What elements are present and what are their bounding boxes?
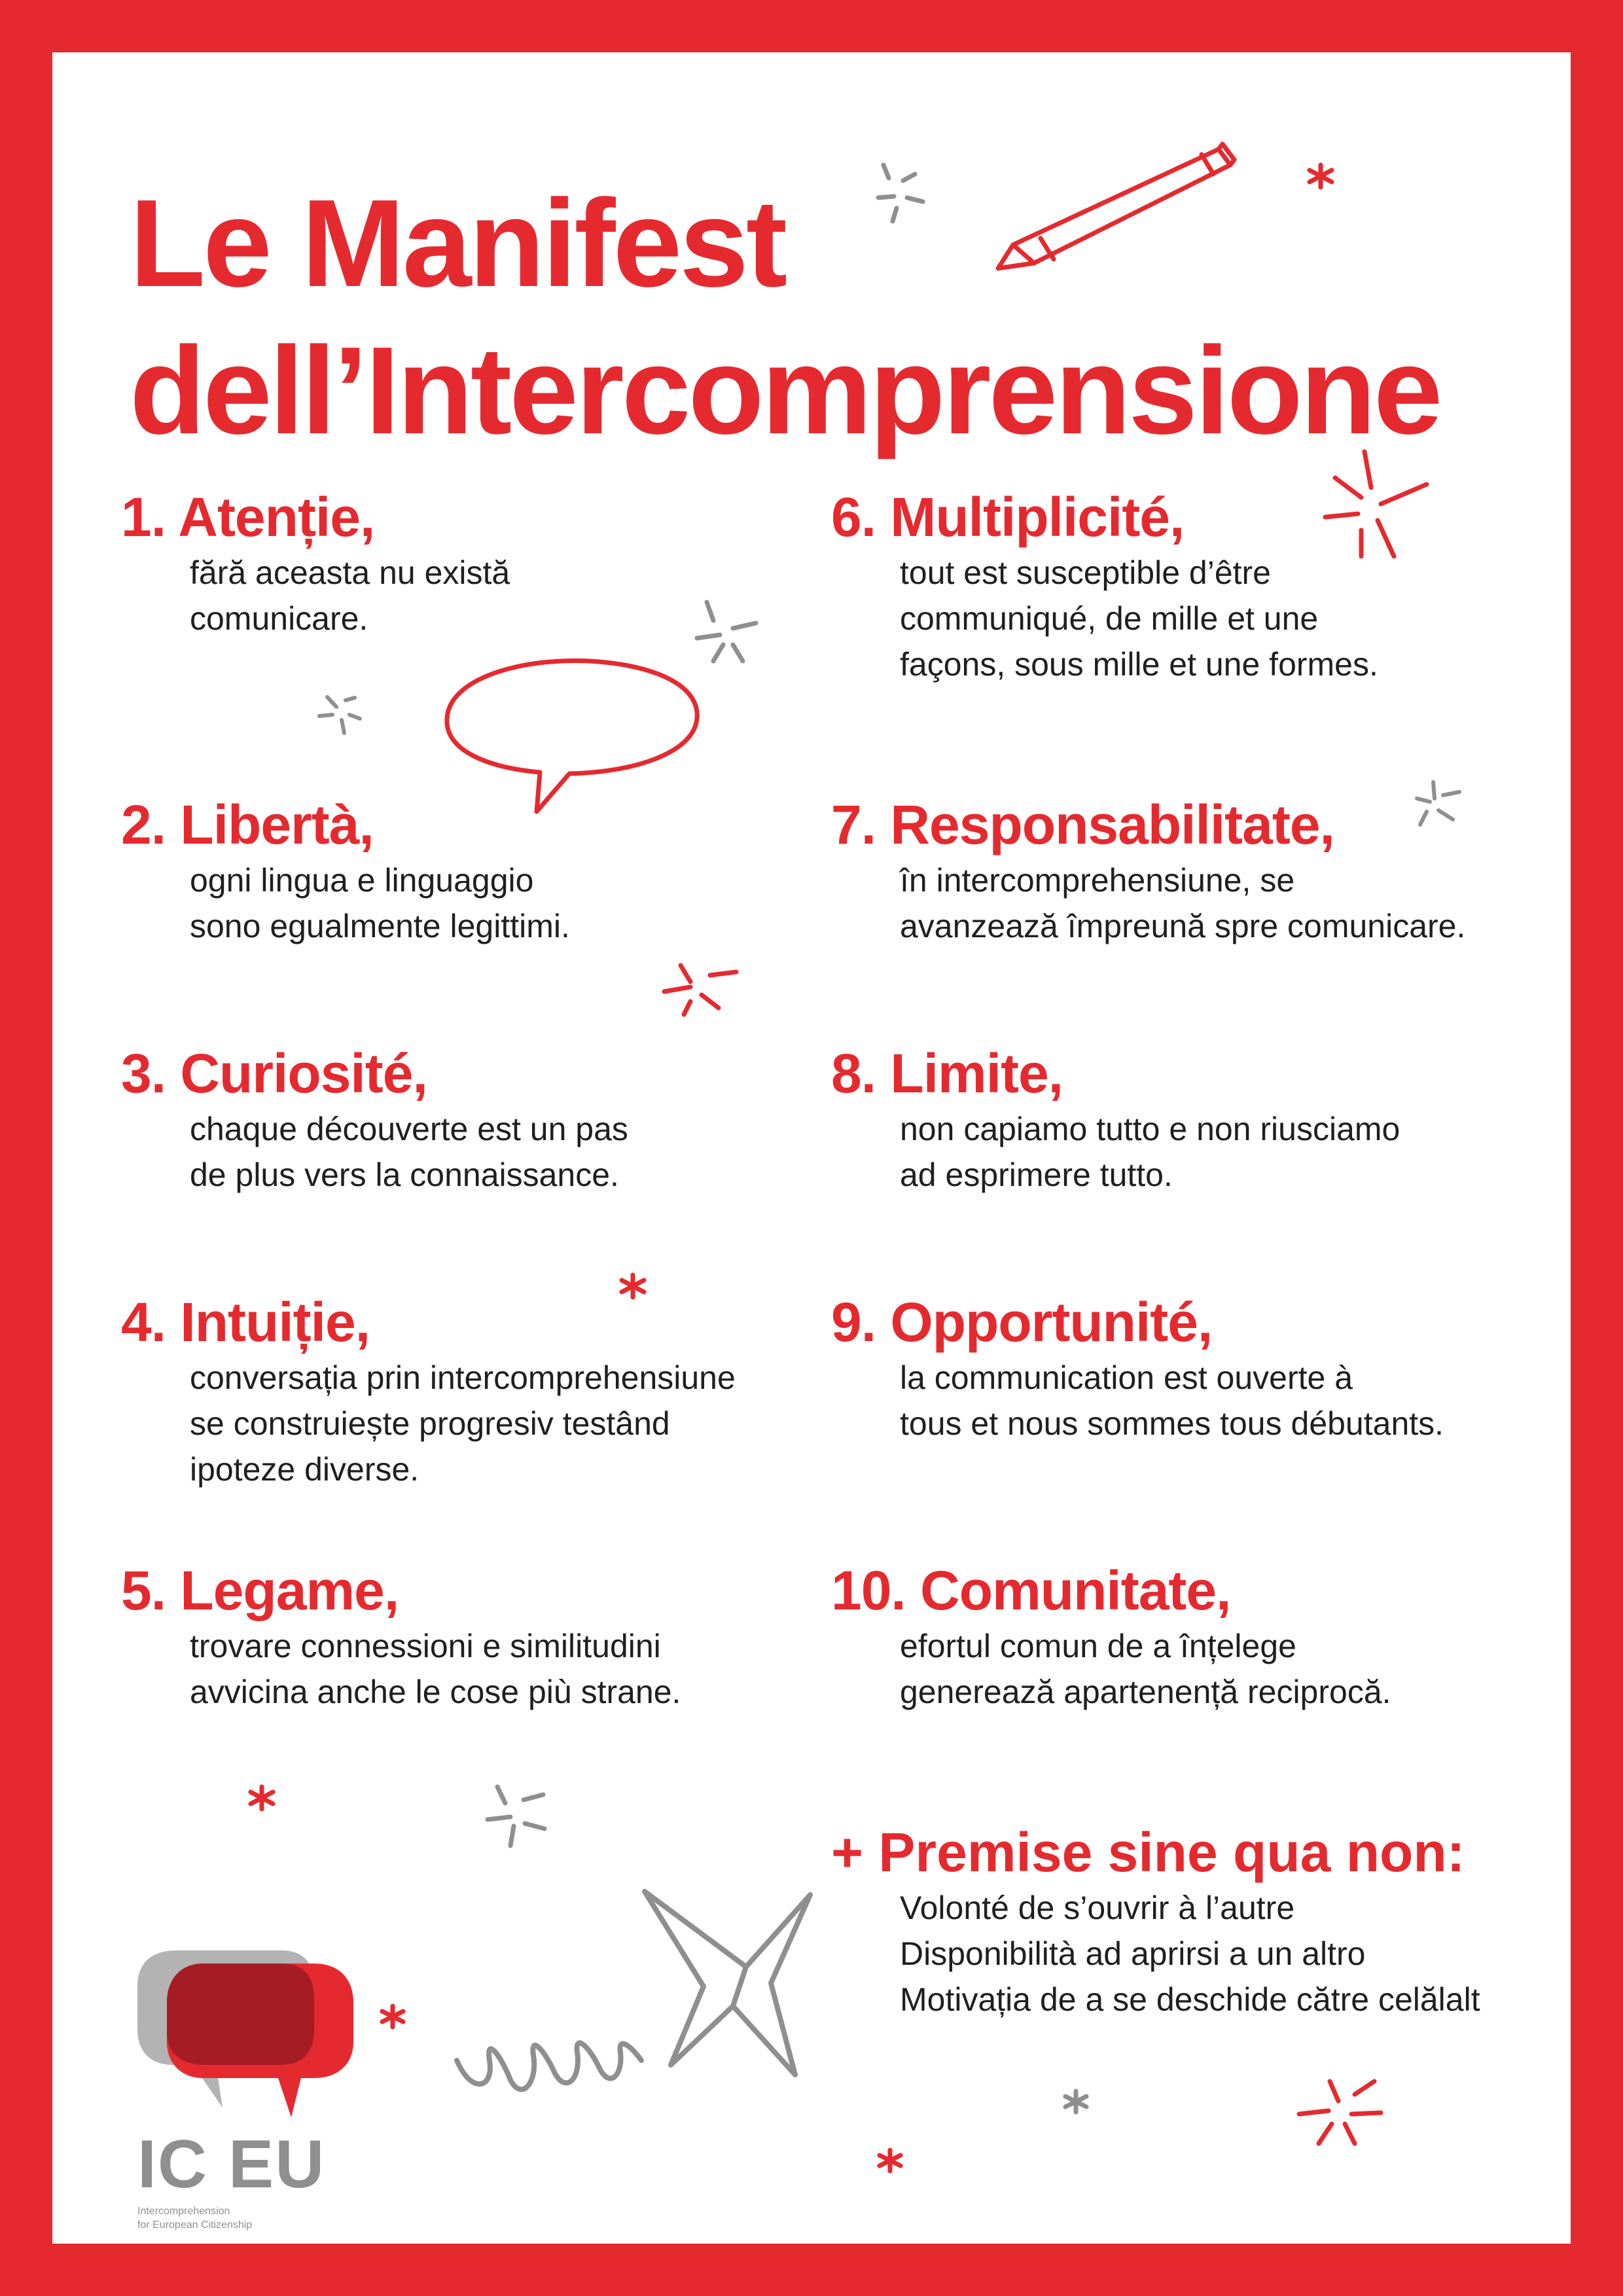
sparkle-icon: [1299, 2081, 1381, 2144]
squiggle-line: [457, 2043, 641, 2089]
logo-subtitle-line: Intercomprehension: [137, 2206, 230, 2217]
pencil-icon: [998, 144, 1234, 268]
item-heading: 3. Curiosité,: [121, 1043, 427, 1104]
sparkle-icon: [622, 1275, 644, 1297]
item-text-line: avanzează împreună spre comunicare.: [900, 908, 1466, 944]
sparkle-icon: [697, 602, 756, 661]
sparkle-icon: [382, 2006, 403, 2027]
item-text-line: communiqué, de mille et une: [900, 600, 1319, 637]
item-text-line: façons, sous mille et une formes.: [900, 646, 1378, 683]
item-text-line: sono egualmente legittimi.: [190, 908, 570, 944]
sparkle-icon: [251, 1787, 273, 1809]
item-text-line: se construiește progresiv testând: [190, 1405, 670, 1442]
item-heading: 5. Legame,: [121, 1560, 399, 1621]
premise-line: Motivația de a se deschide către celălalt: [900, 1981, 1480, 2018]
item-text-line: avvicina anche le cose più strane.: [190, 1674, 681, 1710]
sparkle-icon: [319, 697, 360, 733]
item-text-line: tous et nous sommes tous débutants.: [900, 1405, 1444, 1442]
item-text-line: trovare connessioni e similitudini: [190, 1628, 661, 1664]
poster: [52, 52, 1571, 2244]
logo-subtitle-line: for European Citizenship: [137, 2219, 253, 2231]
item-text-line: ipoteze diverse.: [190, 1451, 419, 1488]
premise-line: Volonté de s’ouvrir à l’autre: [900, 1890, 1295, 1926]
item-text-line: în intercomprehensiune, se: [900, 862, 1295, 899]
premise-line: Disponibilità ad aprirsi a un altro: [900, 1935, 1366, 1972]
item-heading: 1. Atenție,: [121, 486, 375, 548]
title-line-2: dell’Intercomprensione: [130, 321, 1440, 460]
item-text-line: ad esprimere tutto.: [900, 1157, 1173, 1193]
item-heading: 2. Libertà,: [121, 794, 374, 855]
iceu-logo: [137, 1950, 353, 2231]
item-text-line: comunicare.: [190, 600, 368, 637]
logo-text: IC EU: [137, 2126, 326, 2202]
sparkle-icon: [1417, 782, 1459, 825]
premise-heading: + Premise sine qua non:: [831, 1821, 1465, 1883]
paper-plane-icon: [645, 1892, 810, 2075]
item-heading: 6. Multiplicité,: [831, 486, 1185, 548]
item-text-line: tout est susceptible d’être: [900, 554, 1271, 591]
logo-speech-bubbles-icon: [137, 1950, 353, 2127]
sparkle-icon: [1065, 2091, 1086, 2112]
item-heading: 10. Comunitate,: [831, 1560, 1231, 1621]
item-heading: 8. Limite,: [831, 1043, 1063, 1104]
doodles: [52, 52, 1571, 2244]
item-text-line: non capiamo tutto e non riusciamo: [900, 1111, 1400, 1147]
item-text-line: fără aceasta nu există: [190, 554, 510, 591]
sparkle-icon: [878, 165, 923, 221]
logo-subtitle: [137, 2204, 353, 2232]
item-text-line: chaque découverte est un pas: [190, 1111, 628, 1147]
sparkle-icon: [1310, 165, 1332, 187]
item-text-line: conversația prin intercomprehensiune: [190, 1359, 736, 1396]
item-text-line: ogni lingua e linguaggio: [190, 862, 534, 899]
item-text-line: de plus vers la connaissance.: [190, 1157, 619, 1193]
item-text-line: la communication est ouverte à: [900, 1359, 1353, 1396]
item-heading: 7. Responsabilitate,: [831, 794, 1334, 855]
sparkle-icon: [880, 2150, 901, 2171]
title-line-1: Le Manifest: [130, 174, 785, 313]
speech-bubble-icon: [447, 660, 697, 812]
item-text-line: generează apartenență reciprocă.: [900, 1674, 1391, 1710]
sparkle-icon: [664, 965, 736, 1014]
sparkle-icon: [1325, 452, 1427, 556]
sparkle-icon: [488, 1787, 544, 1846]
item-text-line: efortul comun de a înțelege: [900, 1628, 1296, 1664]
item-heading: 9. Opportunité,: [831, 1291, 1213, 1353]
item-heading: 4. Intuiție,: [121, 1291, 370, 1353]
